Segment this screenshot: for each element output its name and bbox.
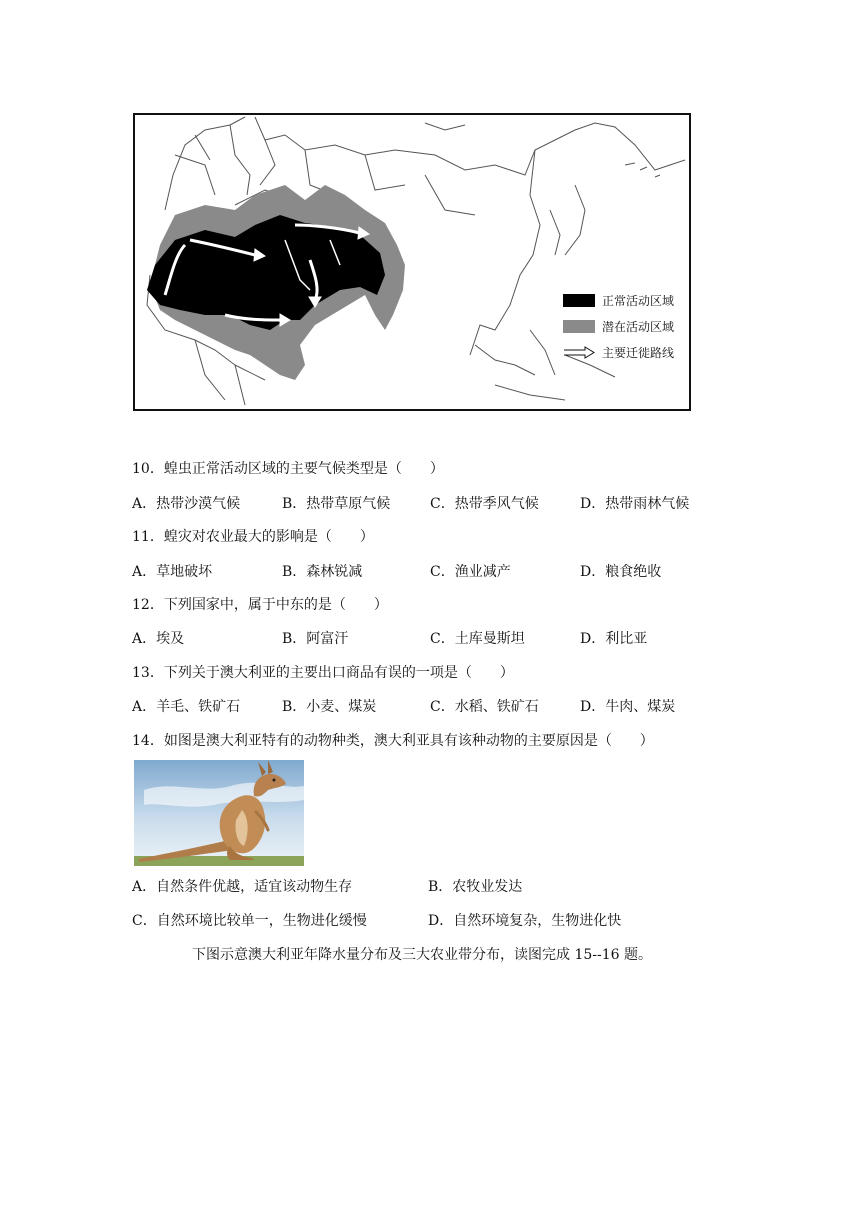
q12-option-d[interactable]: D．利比亚 (580, 631, 648, 647)
scandinavia-outline (230, 125, 275, 195)
kangaroo-illustration (134, 760, 304, 866)
eurasia-outline (165, 117, 685, 210)
kangaroo-photo (134, 760, 304, 866)
question-14-stem: 14．如图是澳大利亚特有的动物种类，澳大利亚具有该种动物的主要原因是（ ） (132, 733, 654, 749)
route-arrow-icon (563, 346, 595, 359)
legend-potential (563, 313, 687, 339)
map-legend (563, 287, 687, 365)
q11-option-b[interactable]: B．森林锐减 (282, 564, 363, 580)
q14-option-d[interactable]: D．自然环境复杂，生物进化快 (428, 913, 622, 929)
q13-option-c[interactable]: C．水稻、铁矿石 (430, 699, 539, 715)
question-11-stem: 11．蝗灾对农业最大的影响是（ ） (132, 529, 374, 545)
q13-option-b[interactable]: B．小麦、煤炭 (282, 699, 377, 715)
locust-distribution-map (133, 113, 691, 411)
legend-route (563, 339, 687, 365)
q11-option-d[interactable]: D．粮食绝收 (580, 564, 662, 580)
question-10-stem: 10．蝗虫正常活动区域的主要气候类型是（ ） (132, 461, 444, 477)
east-asia-coast (470, 150, 540, 355)
q11-option-c[interactable]: C．渔业减产 (430, 564, 511, 580)
q13-option-a[interactable]: A．羊毛、铁矿石 (132, 699, 241, 715)
q14-option-b[interactable]: B．农牧业发达 (428, 879, 523, 895)
q10-option-b[interactable]: B．热带草原气候 (282, 496, 391, 512)
questions-15-16-intro: 下图示意澳大利亚年降水量分布及三大农业带分布，读图完成 15--16 题。 (192, 947, 652, 963)
arctic-islands (425, 123, 660, 177)
potential-swatch (563, 320, 595, 333)
question-13-stem: 13．下列关于澳大利亚的主要出口商品有误的一项是（ ） (132, 665, 514, 681)
q12-option-c[interactable]: C．土库曼斯坦 (430, 631, 525, 647)
q12-option-a[interactable]: A．埃及 (132, 631, 185, 647)
legend-normal (563, 287, 687, 313)
q10-option-a[interactable]: A．热带沙漠气候 (132, 496, 241, 512)
legend-route-label: 主要迁徙路线 (602, 345, 675, 360)
question-12-stem: 12．下列国家中，属于中东的是（ ） (132, 597, 388, 613)
q10-option-d[interactable]: D．热带雨林气候 (580, 496, 690, 512)
q11-option-a[interactable]: A．草地破坏 (132, 564, 213, 580)
legend-normal-label: 正常活动区域 (602, 293, 675, 308)
korea-japan (550, 185, 585, 255)
normal-swatch (563, 294, 595, 307)
q13-option-d[interactable]: D．牛肉、煤炭 (580, 699, 676, 715)
q12-option-b[interactable]: B．阿富汗 (282, 631, 349, 647)
legend-potential-label: 潜在活动区域 (602, 319, 675, 334)
q10-option-c[interactable]: C．热带季风气候 (430, 496, 539, 512)
q14-option-c[interactable]: C．自然环境比较单一，生物进化缓慢 (132, 913, 367, 929)
q14-option-a[interactable]: A．自然条件优越，适宜该动物生存 (132, 879, 353, 895)
